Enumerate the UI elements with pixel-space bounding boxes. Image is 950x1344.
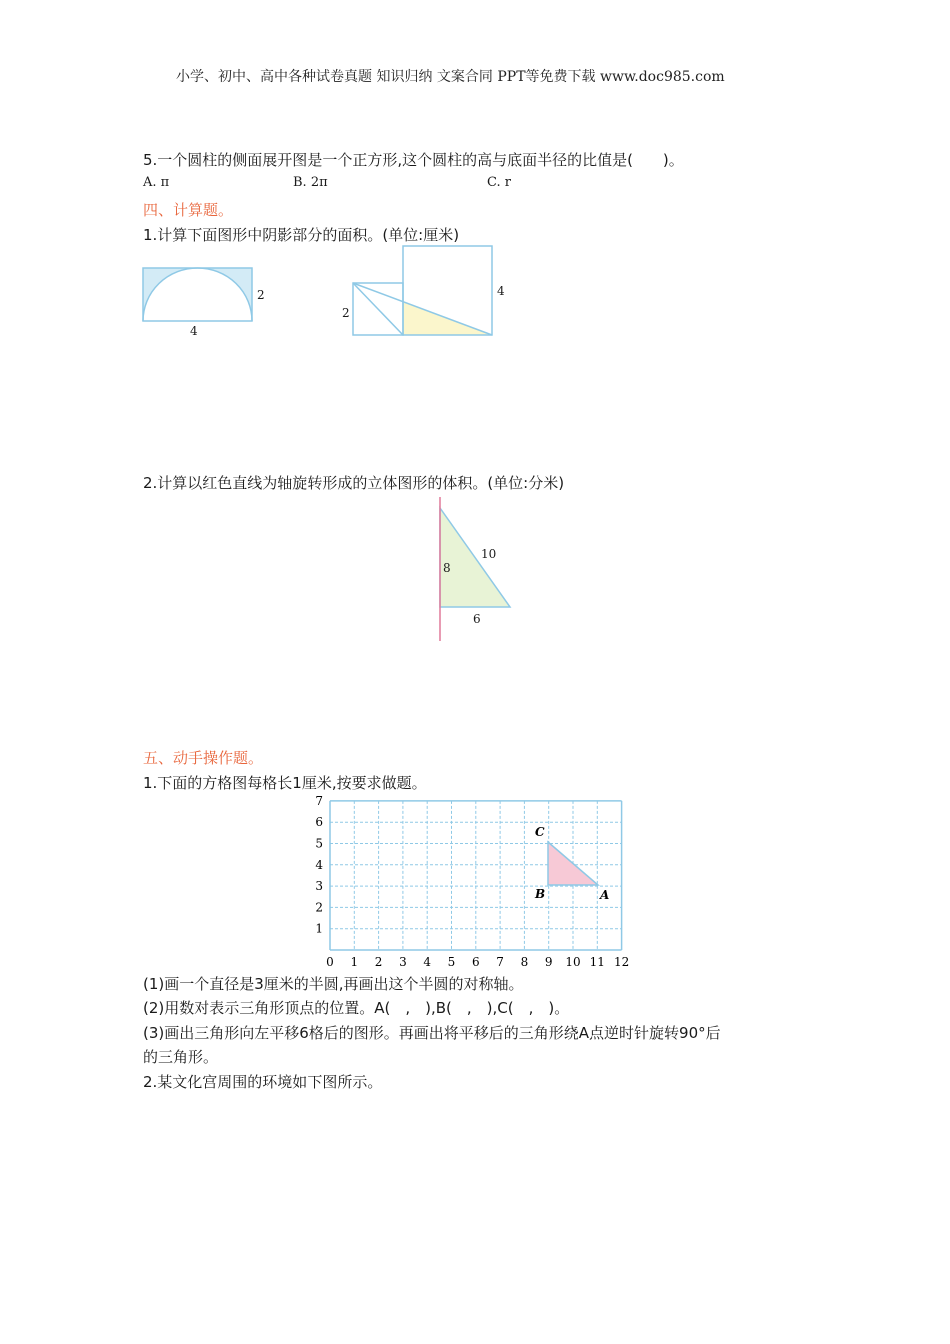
- y-tick-label: 7: [315, 793, 323, 808]
- fig1-side-label: 2: [257, 288, 265, 302]
- y-tick-labels: [315, 794, 323, 936]
- x-tick-label: 10: [565, 955, 581, 969]
- squares-figure: [350, 243, 500, 338]
- x-tick-labels: [326, 955, 629, 969]
- x-tick-label: 6: [471, 955, 480, 969]
- section-4-title: 四、计算题。: [143, 201, 234, 219]
- point-c-label: C: [535, 825, 545, 839]
- coordinate-grid: [310, 790, 640, 972]
- x-tick-label: 9: [544, 955, 553, 969]
- x-tick-label: 8: [520, 955, 529, 969]
- triangle-base-label: 6: [473, 612, 481, 626]
- section-4-q1-text: 1.计算下面图形中阴影部分的面积。(单位:厘米): [143, 226, 460, 244]
- task-2: (2)用数对表示三角形顶点的位置。A( , ),B( , ),C( , )。: [143, 999, 570, 1017]
- question-5-text: 5.一个圆柱的侧面展开图是一个正方形,这个圆柱的高与底面半径的比值是( )。: [143, 151, 684, 169]
- task-3-line-1: (3)画出三角形向左平移6格后的图形。再画出将平移后的三角形绕A点逆时针旋转90°后: [143, 1024, 721, 1042]
- y-tick-label: 6: [315, 815, 323, 830]
- x-tick-label: 11: [589, 955, 605, 969]
- y-tick-label: 5: [315, 836, 323, 851]
- task-3-line-2: 的三角形。: [143, 1048, 219, 1066]
- right-triangle: [440, 508, 510, 607]
- page-header: 小学、初中、高中各种试卷真题 知识归纳 文案合同 PPT等免费下载 www.doc985.com: [176, 69, 725, 85]
- point-a-label: A: [600, 888, 610, 902]
- x-tick-label: 3: [399, 955, 407, 969]
- y-tick-label: 1: [315, 921, 323, 936]
- task-1: (1)画一个直径是3厘米的半圆,再画出这个半圆的对称轴。: [143, 975, 524, 993]
- small-square-diagonal: [353, 283, 403, 335]
- triangle-height-label: 8: [443, 561, 451, 575]
- x-tick-label: 4: [423, 955, 432, 969]
- fig1-bottom-label: 4: [190, 324, 198, 338]
- y-tick-label: 4: [315, 857, 323, 872]
- option-b: B. 2π: [293, 175, 328, 190]
- x-tick-label: 7: [496, 955, 504, 969]
- section-5-title: 五、动手操作题。: [143, 749, 264, 767]
- section-5-q1-text: 1.下面的方格图每格长1厘米,按要求做题。: [143, 774, 427, 792]
- x-tick-label: 2: [374, 955, 383, 969]
- option-c: C. r: [487, 175, 511, 190]
- x-tick-label: 12: [613, 955, 630, 969]
- section-5-q2-text: 2.某文化宫周围的环境如下图所示。: [143, 1073, 383, 1091]
- fig2-left-label: 2: [342, 306, 350, 320]
- triangle-hypotenuse-label: 10: [481, 547, 497, 561]
- x-tick-label: 5: [447, 955, 456, 969]
- point-b-label: B: [535, 887, 546, 901]
- y-tick-label: 3: [315, 879, 323, 894]
- x-tick-label: 0: [326, 955, 334, 969]
- y-tick-label: 2: [315, 900, 323, 915]
- section-4-q2-text: 2.计算以红色直线为轴旋转形成的立体图形的体积。(单位:分米): [143, 474, 565, 492]
- fig2-right-label: 4: [497, 284, 505, 298]
- shaded-corners: [143, 268, 252, 321]
- x-tick-label: 1: [350, 955, 359, 969]
- option-a: A. π: [143, 175, 170, 190]
